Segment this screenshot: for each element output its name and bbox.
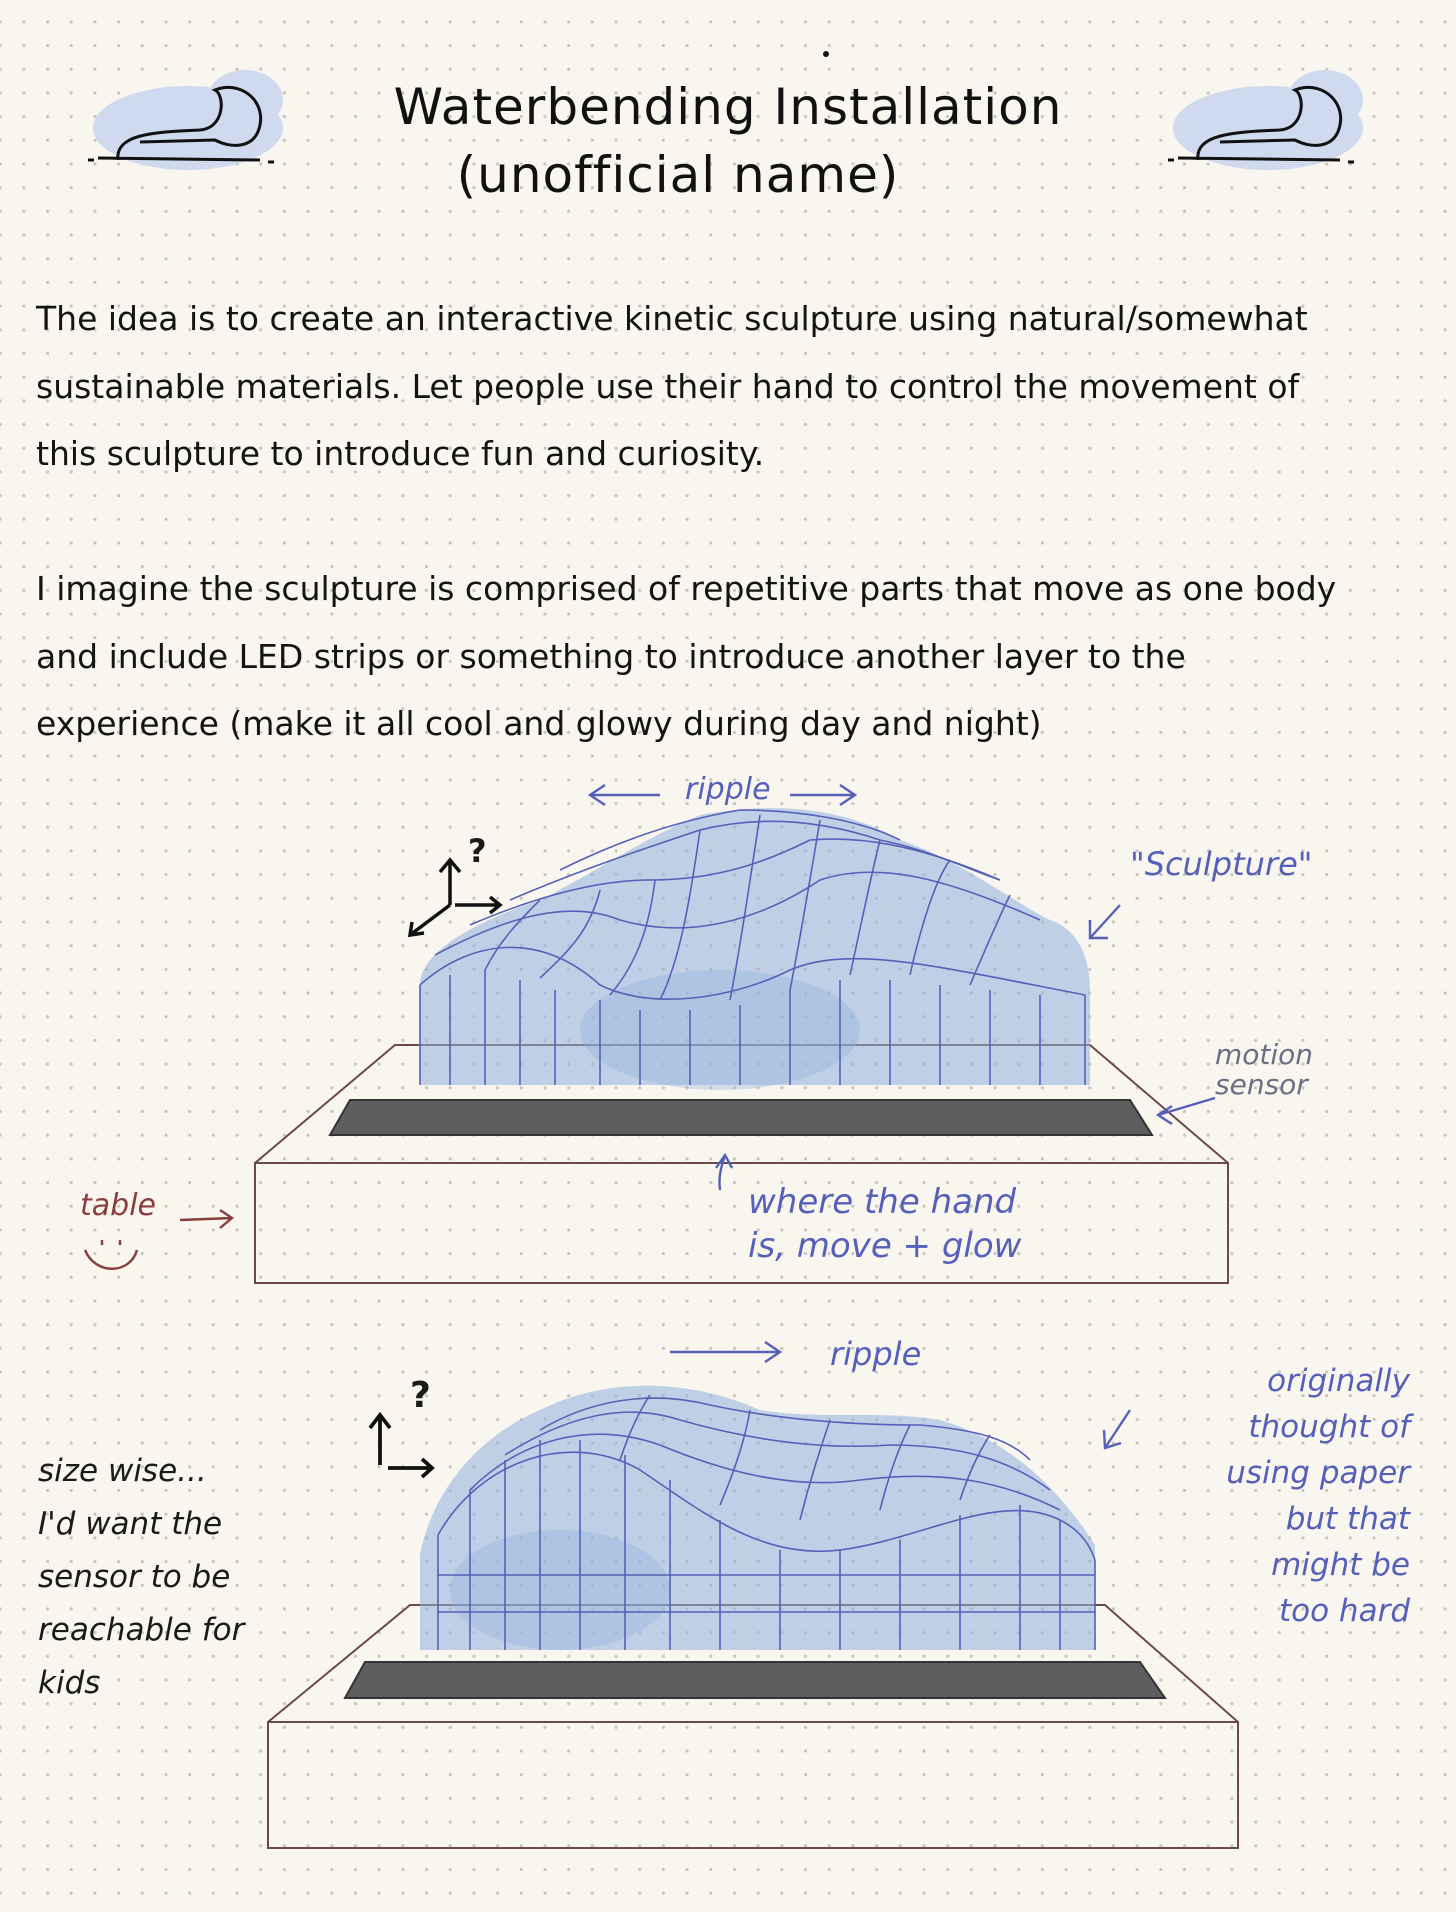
intro-line-3: this sculpture to introduce fun and curiosity. xyxy=(36,434,765,473)
paper-note-line-5: might be xyxy=(1271,1547,1410,1583)
hand-note-line-2: is, move + glow xyxy=(748,1226,1022,1266)
paper-note-line-1: originally xyxy=(1267,1363,1410,1399)
note-pointer-arrow-icon xyxy=(1104,1410,1130,1448)
paper-note-line-2: thought of xyxy=(1248,1409,1410,1445)
concept-line-1: I imagine the sculpture is comprised of repetitive parts that move as one body xyxy=(36,569,1337,608)
smiley-eyes-icon xyxy=(102,1240,120,1245)
sculpture-label: "Sculpture" xyxy=(1130,845,1313,883)
paper-note xyxy=(1150,1358,1410,1634)
motion-sensor-label xyxy=(1215,1040,1313,1100)
intro-line-2: sustainable materials. Let people use their hand to control the movement of xyxy=(36,366,1300,406)
intro-line-1: The idea is to create an interactive kinetic sculpture using natural/somewhat xyxy=(36,299,1308,338)
size-note-line-5: kids xyxy=(38,1665,101,1701)
hand-note-line-1: where the hand xyxy=(748,1182,1017,1222)
paper-note-line-3: using paper xyxy=(1226,1455,1410,1491)
paper-note-line-6: too hard xyxy=(1278,1593,1410,1629)
paper-note-line-4: but that xyxy=(1285,1501,1410,1537)
table-pointer-arrow-icon xyxy=(180,1210,232,1228)
hand-note xyxy=(748,1180,1021,1268)
motion-sensor-label-line-2: sensor xyxy=(1215,1068,1308,1101)
axis-question-1: ? xyxy=(468,832,487,870)
axis-question-2: ? xyxy=(410,1375,431,1416)
size-note-line-3: sensor to be xyxy=(38,1559,231,1595)
ripple-arrow-left-icon xyxy=(590,785,660,805)
size-note-line-2: I'd want the xyxy=(38,1506,223,1542)
ripple-arrow-right-icon xyxy=(790,785,855,805)
motion-sensor-label-line-1: motion xyxy=(1215,1038,1314,1071)
motion-sensor-bar-2 xyxy=(345,1662,1165,1698)
size-note xyxy=(38,1445,244,1710)
ripple-arrow-2-icon xyxy=(670,1342,780,1362)
title-dot-icon xyxy=(823,51,829,57)
page-subtitle: (unofficial name) xyxy=(456,146,900,204)
motion-sensor-bar-1 xyxy=(330,1100,1152,1135)
smiley-mouth-icon xyxy=(85,1250,137,1269)
table-label: table xyxy=(80,1188,156,1223)
concept-line-2: and include LED strips or something to introduce another layer to the xyxy=(36,636,1186,676)
sculpture-pointer-arrow-icon xyxy=(1090,905,1120,938)
concept-line-3: experience (make it all cool and glowy during day and night) xyxy=(36,704,1042,743)
ripple-label-2: ripple xyxy=(830,1335,922,1373)
hand-pointer-arrow-icon xyxy=(716,1155,732,1190)
ripple-label-1: ripple xyxy=(685,772,771,807)
size-note-line-1: size wise... xyxy=(38,1453,207,1489)
page-title: Waterbending Installation xyxy=(393,78,1063,136)
size-note-line-4: reachable for xyxy=(38,1612,245,1648)
axis-doodle-2-icon xyxy=(370,1415,432,1477)
